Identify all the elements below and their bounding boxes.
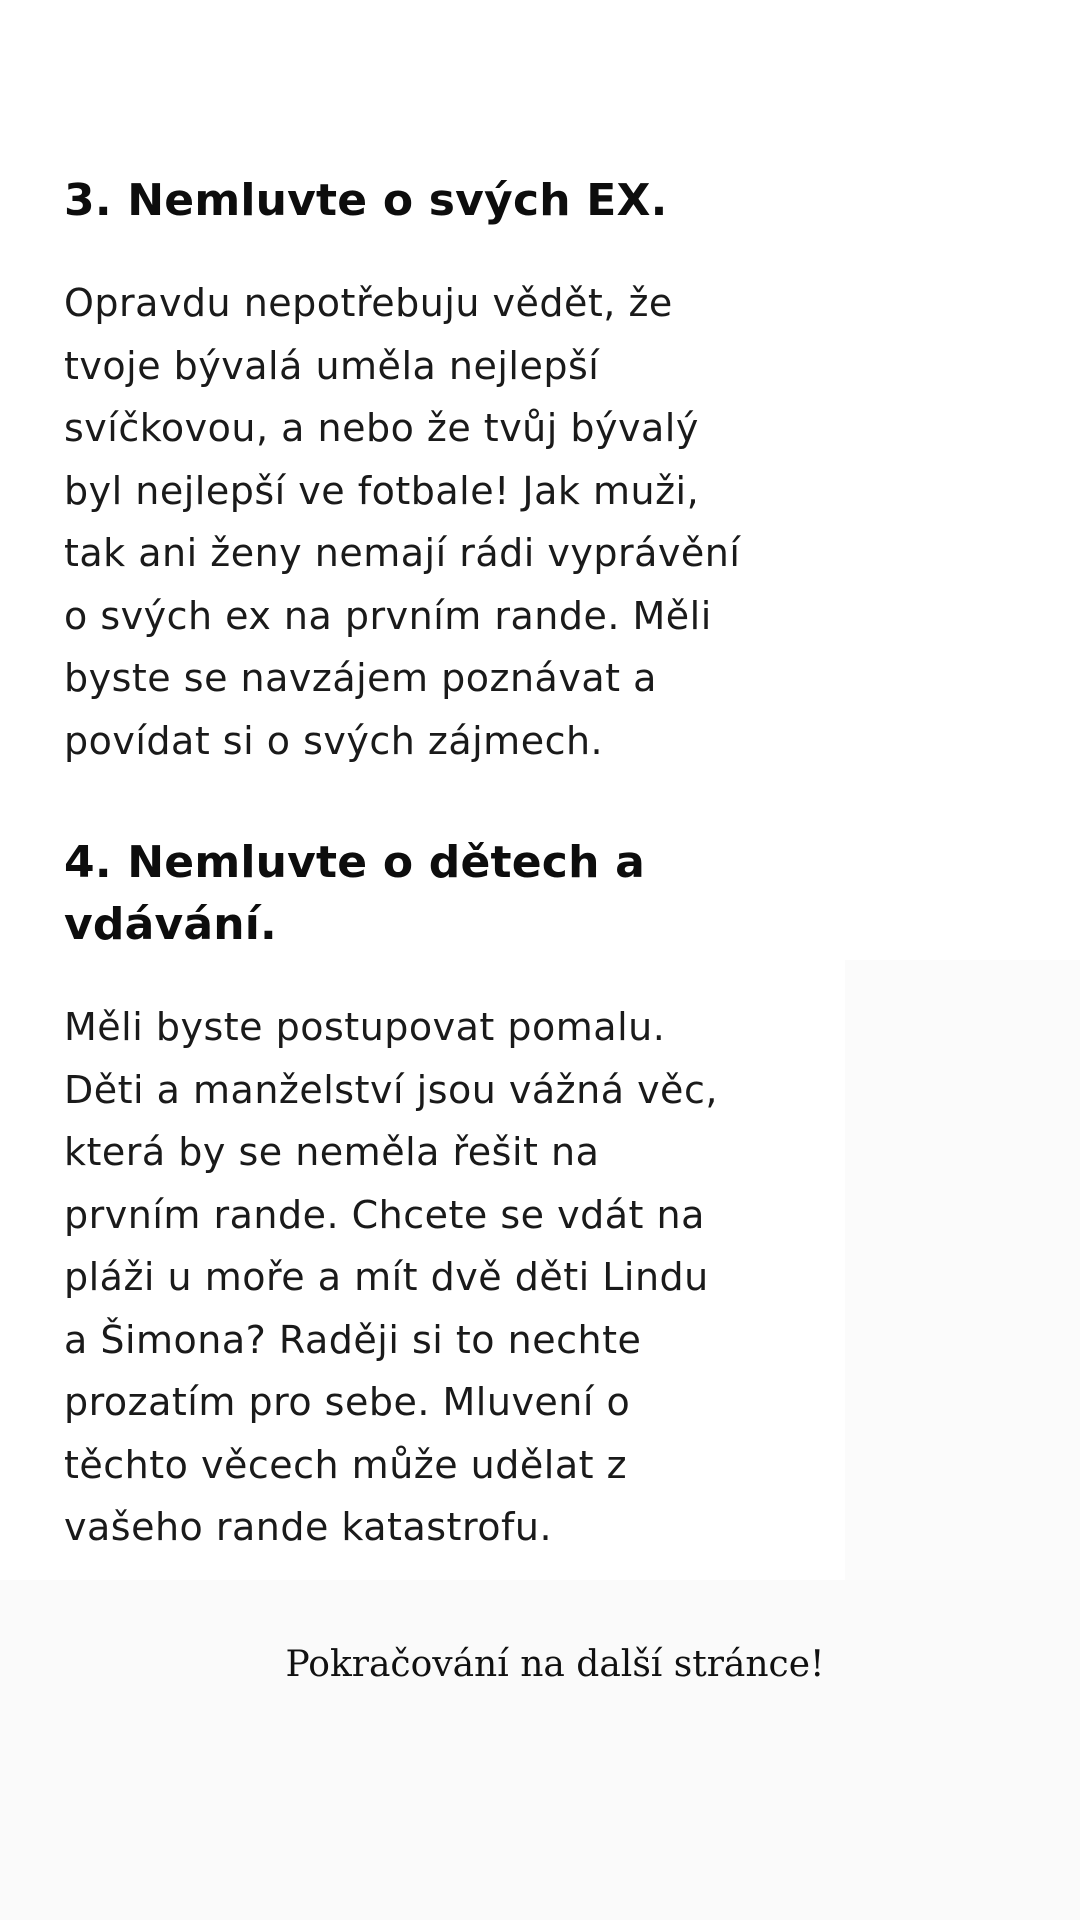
paragraph-line: vašeho rande katastrofu. (64, 1505, 553, 1549)
paragraph-line: tak ani ženy nemají rádi vyprávění (64, 531, 741, 575)
paragraph-line: těchto věcech může udělat z (64, 1442, 628, 1487)
section-children-marriage (64, 832, 824, 1559)
continue-next-page-link[interactable]: Pokračování na další stránce! (285, 1644, 825, 1685)
paragraph-line: pláži u moře a mít dvě děti Lindu (64, 1255, 709, 1299)
paragraph-line: o svých ex na prvním rande. Měli (64, 593, 712, 638)
background-panel-right (845, 960, 1080, 1580)
paragraph-line: tvoje bývalá uměla nejlepší (64, 343, 600, 388)
paragraph-line: prvním rande. Chcete se vdát na (64, 1192, 705, 1237)
section-heading: 3. Nemluvte o svých EX. (64, 175, 668, 226)
section-paragraph (64, 272, 824, 772)
paragraph-line: Měli byste postupovat pomalu. (64, 1005, 666, 1049)
paragraph-line: byl nejlepší ve fotbale! Jak muži, (64, 468, 700, 513)
article-body (64, 170, 824, 1559)
paragraph-line: která by se neměla řešit na (64, 1130, 600, 1174)
section-paragraph (64, 996, 824, 1559)
paragraph-line: povídat si o svých zájmech. (64, 718, 604, 763)
paragraph-line: Opravdu nepotřebuju vědět, že (64, 281, 673, 325)
paragraph-line: svíčkovou, a nebo že tvůj bývalý (64, 406, 699, 450)
section-heading (64, 832, 824, 956)
paragraph-line: a Šimona? Raději si to nechte (64, 1317, 642, 1362)
heading-line: 4. Nemluvte o dětech a (64, 837, 646, 888)
paragraph-line: Děti a manželství jsou vážná věc, (64, 1067, 718, 1112)
section-exes (64, 170, 824, 772)
paragraph-line: prozatím pro sebe. Mluvení o (64, 1380, 631, 1424)
heading-line: vdávání. (64, 899, 277, 950)
background-panel-footer (0, 1580, 1080, 1920)
paragraph-line: byste se navzájem poznávat a (64, 656, 657, 700)
